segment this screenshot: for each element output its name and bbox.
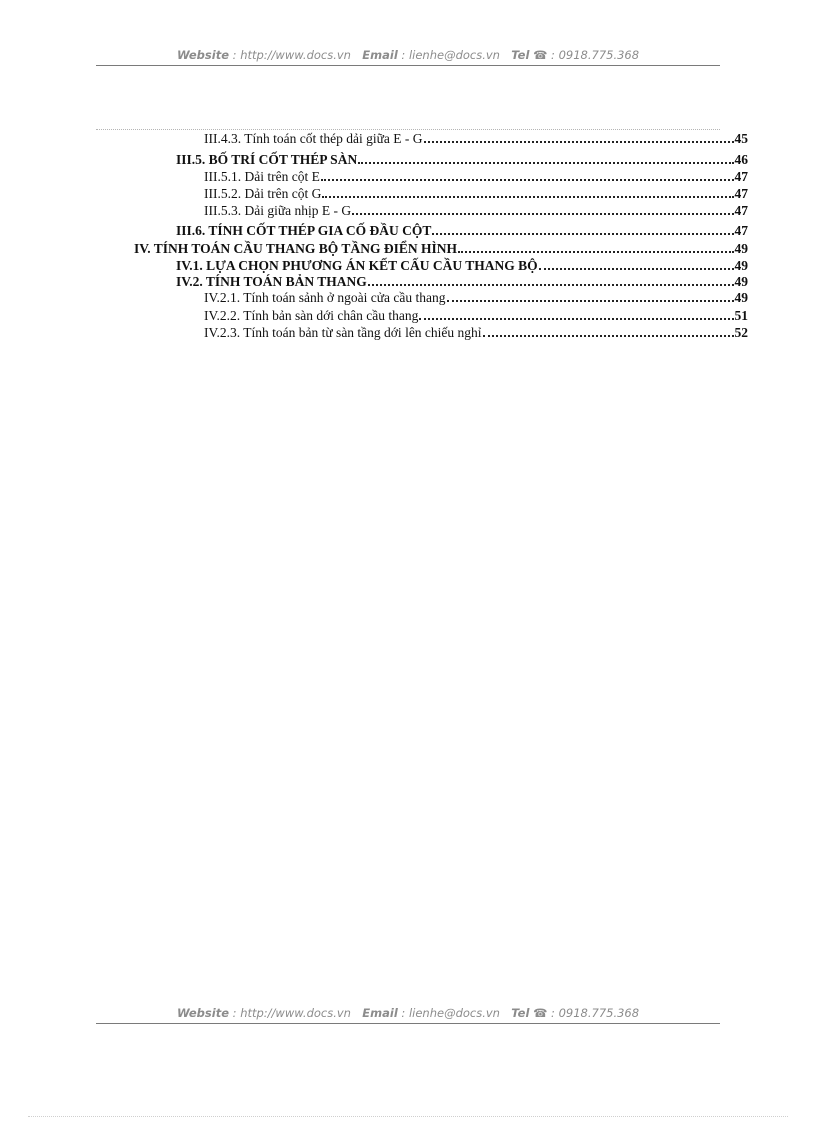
- phone-icon: ☎: [533, 1006, 548, 1020]
- toc-entry-page: 47: [734, 186, 748, 201]
- website-url[interactable]: : http://www.docs.vn: [232, 1006, 351, 1020]
- toc-entry[interactable]: [176, 258, 748, 274]
- toc-entry-page: 49: [734, 274, 748, 289]
- toc-entry[interactable]: [204, 186, 748, 202]
- toc-leader: [321, 179, 734, 181]
- page-bottom-rule: [28, 1116, 788, 1117]
- website-label: Website: [176, 1006, 230, 1020]
- toc-entry-title: IV.2.1. Tính toán sảnh ở ngoài cửa cầu thang: [204, 290, 446, 305]
- toc-entry-page: 51: [734, 308, 748, 323]
- toc-entry-page: 45: [734, 131, 748, 146]
- email-value[interactable]: : lienhe@docs.vn: [401, 1006, 500, 1020]
- toc-entry-page: 49: [734, 241, 748, 256]
- toc-entry-title: III.5.1. Dải trên cột E: [204, 169, 320, 184]
- toc-entry-title: IV.2.3. Tính toán bản từ sàn tầng dới lên chiếu nghỉ: [204, 325, 482, 340]
- toc-entry[interactable]: [134, 241, 748, 257]
- website-url[interactable]: : http://www.docs.vn: [232, 48, 351, 62]
- toc-entry-page: 52: [734, 325, 748, 340]
- page-header: [96, 48, 720, 66]
- toc-entry-title: III.5. BỐ TRÍ CỐT THÉP SÀN: [176, 152, 358, 167]
- toc-entry-title: IV.2. TÍNH TOÁN BẢN THANG: [176, 274, 367, 289]
- toc-entry[interactable]: [204, 203, 748, 219]
- toc-entry[interactable]: [176, 274, 748, 290]
- toc-entry-title: III.6. TÍNH CỐT THÉP GIA CỐ ĐẦU CỘT: [176, 223, 432, 238]
- toc-leader: [424, 141, 734, 143]
- toc-leader: [368, 284, 734, 286]
- toc-entry[interactable]: [204, 131, 748, 147]
- toc-entry[interactable]: [204, 169, 748, 185]
- toc-entry-page: 46: [734, 152, 748, 167]
- website-label: Website: [176, 48, 230, 62]
- toc-leader: [539, 268, 734, 270]
- toc-entry-page: 49: [734, 290, 748, 305]
- toc-leader: [447, 300, 734, 302]
- toc-entry-title: III.5.3. Dải giữa nhịp E - G: [204, 203, 352, 218]
- tel-value: : 0918.775.368: [551, 1006, 640, 1020]
- toc-entry-page: 47: [734, 223, 748, 238]
- page-footer: [96, 1006, 720, 1024]
- content-top-rule: [96, 129, 720, 130]
- phone-icon: ☎: [533, 48, 548, 62]
- toc-entry[interactable]: [204, 290, 748, 306]
- toc-leader: [483, 335, 734, 337]
- toc-entry-title: IV.2.2. Tính bản sàn dới chân cầu thang: [204, 308, 419, 323]
- toc-entry-title: IV. TÍNH TOÁN CẦU THANG BỘ TẦNG ĐIỂN HÌNH: [134, 241, 457, 256]
- toc-entry-title: IV.1. LỰA CHỌN PHƯƠNG ÁN KẾT CẤU CẦU THANG BỘ: [176, 258, 538, 273]
- toc-entry-page: 47: [734, 203, 748, 218]
- toc-leader: [352, 213, 733, 215]
- tel-value: : 0918.775.368: [551, 48, 640, 62]
- toc-entry[interactable]: [204, 325, 748, 341]
- toc-leader: [358, 162, 733, 164]
- toc-leader: [458, 251, 734, 253]
- toc-entry-title: III.4.3. Tính toán cốt thép dải giữa E - G: [204, 131, 423, 146]
- toc-entry-title: III.5.2. Dải trên cột G: [204, 186, 322, 201]
- toc-entry-page: 49: [734, 258, 748, 273]
- toc-leader: [322, 196, 733, 198]
- email-label: Email: [362, 48, 398, 62]
- toc-entry-page: 47: [734, 169, 748, 184]
- tel-label: Tel: [511, 48, 530, 62]
- toc-leader: [419, 318, 733, 320]
- toc-leader: [432, 233, 733, 235]
- email-value[interactable]: : lienhe@docs.vn: [401, 48, 500, 62]
- email-label: Email: [362, 1006, 398, 1020]
- toc-entry[interactable]: [176, 152, 748, 168]
- toc-entry[interactable]: [204, 308, 748, 324]
- tel-label: Tel: [511, 1006, 530, 1020]
- toc-entry[interactable]: [176, 223, 748, 239]
